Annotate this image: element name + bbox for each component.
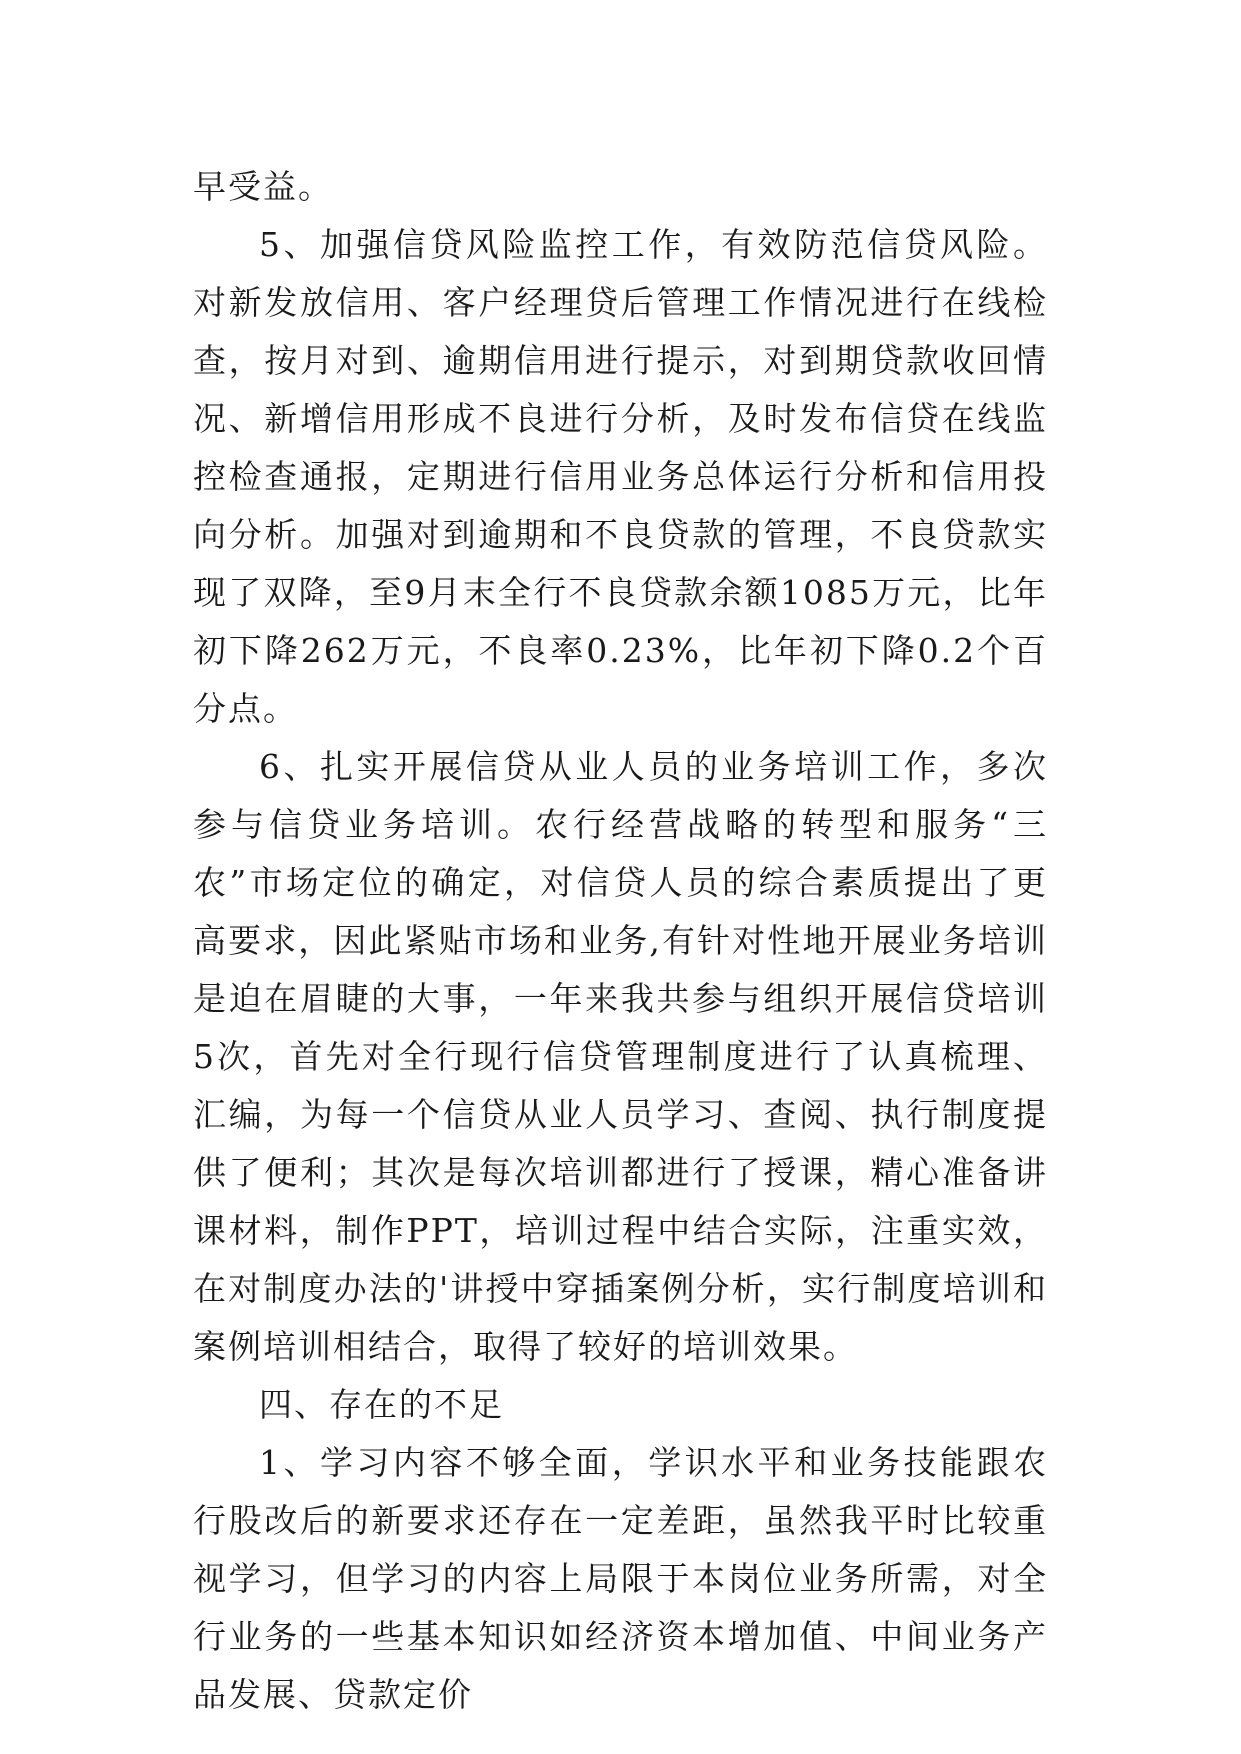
document-body	[193, 158, 1048, 1724]
paragraph-item-5: 5、加强信贷风险监控工作，有效防范信贷风险。对新发放信用、客户经理贷后管理工作情况进行在线检查，按月对到、逾期信用进行提示，对到期贷款收回情况、新增信用形成不良进行分析，及时发布信贷在线监控检查通报，定期进行信用业务总体运行分析和信用投向分析。加强对到逾期和不良贷款的管理，不良贷款实现了双降，至9月末全行不良贷款余额1085万元，比年初下降262万元，不良率0.23%，比年初下降0.2个百分点。	[193, 225, 1048, 728]
paragraph-continuation: 早受益。	[193, 167, 333, 206]
paragraph-shortcoming-1: 1、学习内容不够全面，学识水平和业务技能跟农行股改后的新要求还存在一定差距，虽然我平时比较重视学习，但学习的内容上局限于本岗位业务所需，对全行业务的一些基本知识如经济资本增加值、中间业务产品发展、贷款定价	[193, 1443, 1048, 1714]
section-heading: 四、存在的不足	[259, 1385, 504, 1424]
paragraph-item-6: 6、扎实开展信贷从业人员的业务培训工作，多次参与信贷业务培训。农行经营战略的转型和服务“三农”市场定位的确定，对信贷人员的综合素质提出了更高要求，因此紧贴市场和业务,有针对性地开展业务培训是迫在眉睫的大事，一年来我共参与组织开展信贷培训5次，首先对全行现行信贷管理制度进行了认真梳理、汇编，为每一个信贷从业人员学习、查阅、执行制度提供了便利；其次是每次培训都进行了授课，精心准备讲课材料，制作PPT，培训过程中结合实际，注重实效，在对制度办法的'讲授中穿插案例分析，实行制度培训和案例培训相结合，取得了较好的培训效果。	[193, 747, 1048, 1366]
